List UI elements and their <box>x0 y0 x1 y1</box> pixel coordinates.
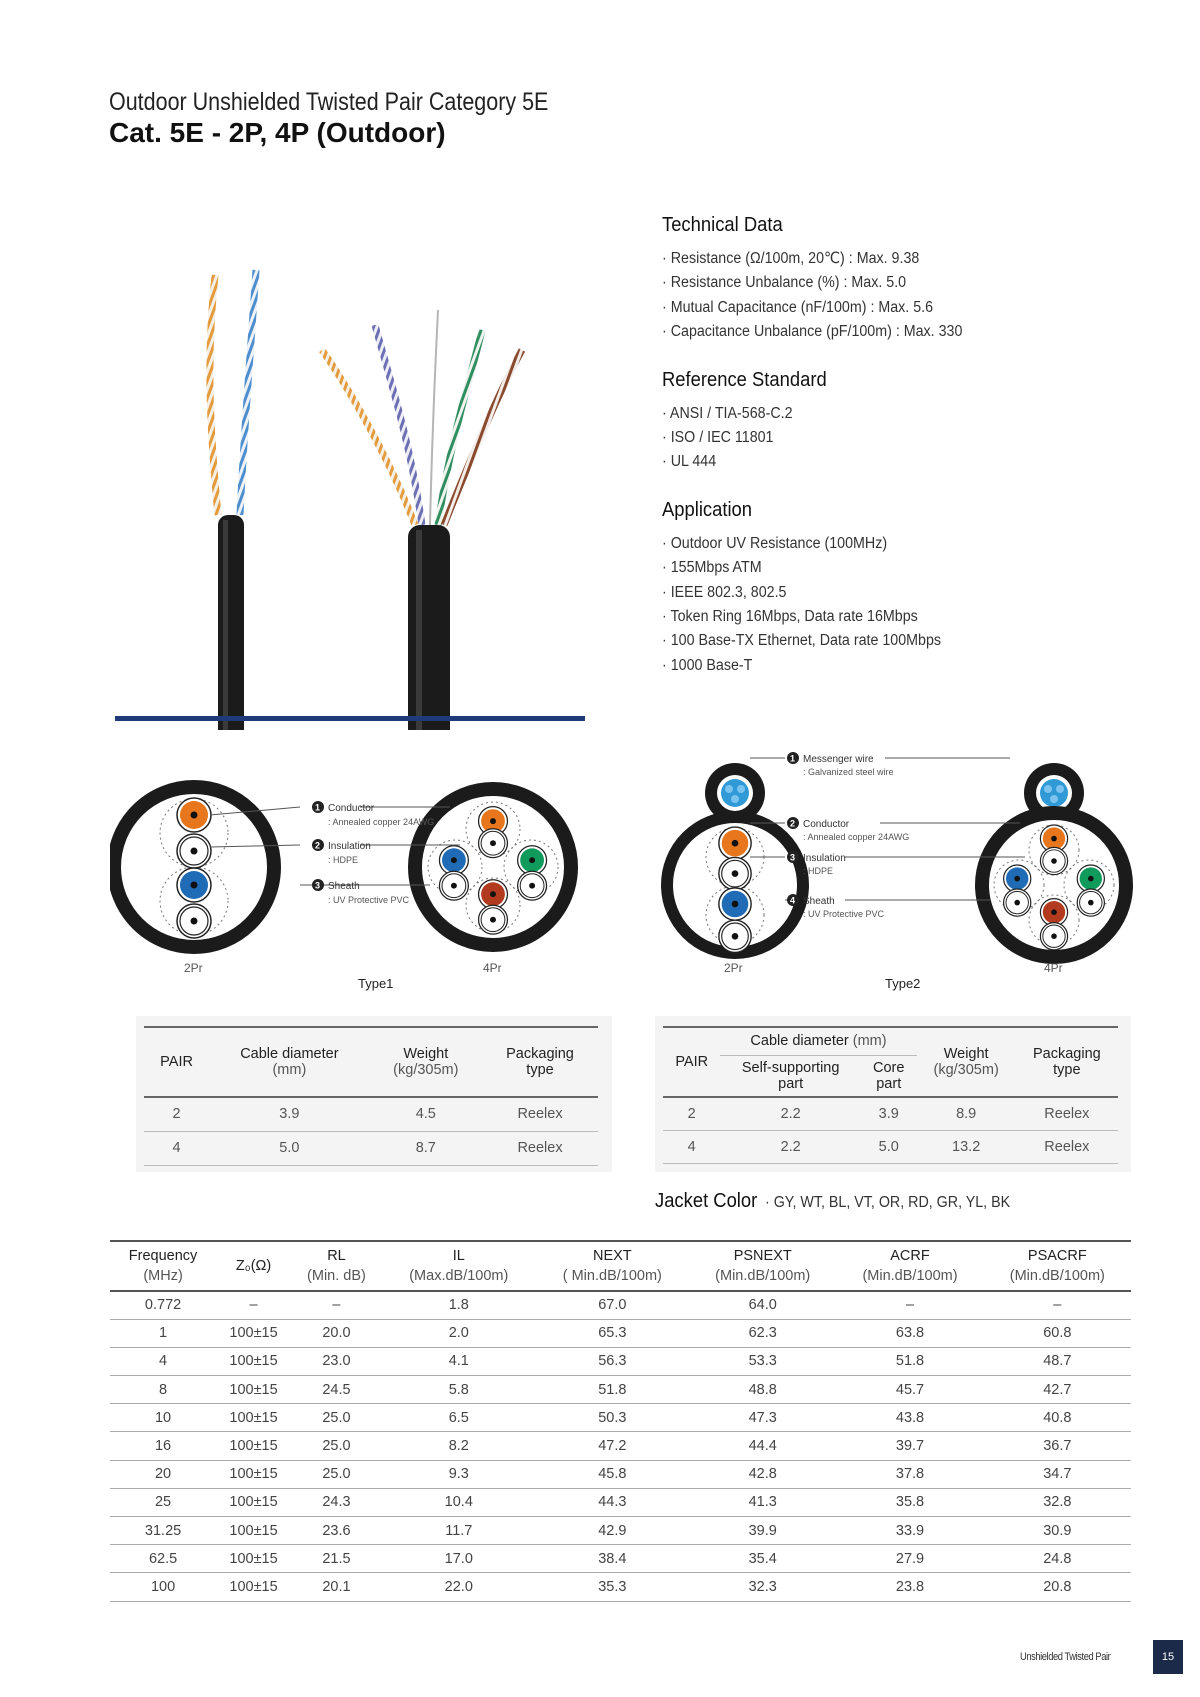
col-header-unit: (Min.dB/100m) <box>1009 1268 1105 1284</box>
table-row <box>110 1291 1131 1319</box>
callout-desc: : UV Protective PVC <box>803 909 885 919</box>
col-diameter <box>209 1027 369 1097</box>
cell: 5.0 <box>279 1140 300 1156</box>
application-heading: Application <box>662 498 753 521</box>
spec-item: · Token Ring 16Mbps, Data rate 16Mbps <box>662 605 1122 629</box>
cell: 1.8 <box>382 1291 536 1319</box>
cell: Reelex <box>517 1140 563 1156</box>
type1-4pr-section <box>415 789 571 945</box>
cell: 23.8 <box>836 1573 983 1601</box>
callout-num: 4 <box>790 895 796 906</box>
cell: 8.7 <box>415 1140 436 1156</box>
title-block <box>109 88 620 149</box>
cell: 47.3 <box>689 1404 836 1432</box>
callout-name: Sheath <box>803 896 835 907</box>
spec-item: · Mutual Capacitance (nF/100m) : Max. 5.6 <box>662 296 1122 320</box>
col-pair: PAIR <box>675 1054 709 1070</box>
spec-item: · ISO / IEC 11801 <box>662 426 1122 450</box>
col-core-label: Core <box>873 1059 905 1076</box>
callout-desc: : Annealed copper 24AWG <box>803 832 910 842</box>
cross-section-diagram <box>110 735 1160 1000</box>
col-header-unit: (Min.dB/100m) <box>862 1268 958 1284</box>
table-row <box>144 1131 598 1165</box>
page-title: Cat. 5E - 2P, 4P (Outdoor) <box>109 117 446 148</box>
cell: 39.7 <box>836 1432 983 1460</box>
cell: 32.8 <box>984 1488 1131 1516</box>
callout-name: Insulation <box>803 853 846 864</box>
cell: 27.9 <box>836 1545 983 1573</box>
col-packaging-label: Packaging <box>506 1046 574 1062</box>
type1-table <box>144 1026 598 1166</box>
col-self-supporting <box>720 1055 860 1097</box>
table-row <box>663 1130 1118 1163</box>
type2-2pr-label: 2Pr <box>724 961 743 975</box>
cell: 5.0 <box>878 1138 899 1155</box>
callout-name: Sheath <box>328 881 360 892</box>
cell: 45.7 <box>836 1376 983 1404</box>
cell: 44.4 <box>689 1432 836 1460</box>
table-row <box>663 1097 1118 1130</box>
cell: 50.3 <box>536 1404 690 1432</box>
cell: Reelex <box>517 1106 563 1123</box>
col-header <box>216 1241 291 1291</box>
cell: 48.7 <box>984 1347 1131 1375</box>
cell: 9.3 <box>382 1460 536 1488</box>
cell: 25.0 <box>291 1432 382 1460</box>
cell: 43.8 <box>836 1404 983 1432</box>
col-core-label2: part <box>876 1075 902 1092</box>
callout-desc: : UV Protective PVC <box>328 895 410 905</box>
cell: 2 <box>172 1106 181 1123</box>
col-packaging <box>482 1027 598 1097</box>
callout-name: Messenger wire <box>803 754 874 765</box>
cell: 56.3 <box>536 1347 690 1375</box>
col-header-name: RL <box>327 1248 346 1264</box>
jacket-color-value: · GY, WT, BL, VT, OR, RD, GR, YL, BK <box>764 1194 1010 1211</box>
cell: 35.3 <box>536 1573 690 1601</box>
cell: 53.3 <box>689 1347 836 1375</box>
type2-2pr-section <box>667 763 803 953</box>
cell: 42.8 <box>689 1460 836 1488</box>
cell: 2.2 <box>780 1105 801 1122</box>
type2-table <box>663 1026 1118 1164</box>
cell: 20 <box>110 1460 216 1488</box>
cell: – <box>836 1291 983 1319</box>
spec-item: · ANSI / TIA-568-C.2 <box>662 402 1122 426</box>
cell: 24.8 <box>984 1545 1131 1573</box>
spec-item: · 155Mbps ATM <box>662 556 1122 580</box>
cell: 4 <box>687 1138 696 1155</box>
callout-num: 3 <box>790 852 796 863</box>
col-header-name: PSNEXT <box>733 1248 792 1264</box>
cell: 24.5 <box>291 1376 382 1404</box>
type2-caption: Type2 <box>885 976 921 991</box>
type2-table-panel <box>655 1016 1131 1172</box>
spec-item: · Resistance (Ω/100m, 20℃) : Max. 9.38 <box>662 247 1122 271</box>
col-header <box>536 1241 690 1291</box>
cell: 100±15 <box>216 1319 291 1347</box>
col-weight-label: Weight <box>943 1046 989 1062</box>
cell: 44.3 <box>536 1488 690 1516</box>
cell: 4 <box>172 1140 181 1156</box>
cell: 62.5 <box>110 1545 216 1573</box>
col-weight <box>917 1027 1016 1097</box>
table-row <box>110 1460 1131 1488</box>
table-row <box>110 1432 1131 1460</box>
type1-2pr-label: 2Pr <box>184 961 203 975</box>
col-diameter-unit: (mm) <box>852 1033 887 1050</box>
cell: 2.2 <box>780 1138 801 1155</box>
page-number: 15 <box>1153 1640 1183 1674</box>
type1-caption: Type1 <box>358 976 394 991</box>
col-weight-label: Weight <box>403 1046 449 1062</box>
cell: 42.9 <box>536 1517 690 1545</box>
col-core <box>861 1055 917 1097</box>
cell: 65.3 <box>536 1319 690 1347</box>
col-packaging <box>1016 1027 1118 1097</box>
cell: 23.0 <box>291 1347 382 1375</box>
col-diameter-label: Cable diameter <box>240 1046 339 1062</box>
cell: Reelex <box>1044 1105 1090 1122</box>
cell: 6.5 <box>382 1404 536 1432</box>
cell: 4 <box>110 1347 216 1375</box>
cell: 45.8 <box>536 1460 690 1488</box>
page-subtitle: Outdoor Unshielded Twisted Pair Category 5E <box>109 88 549 116</box>
cell: 30.9 <box>984 1517 1131 1545</box>
cell: 40.8 <box>984 1404 1131 1432</box>
col-header-name: ACRF <box>890 1248 930 1264</box>
reference-standard-heading: Reference Standard <box>662 368 827 391</box>
jacket-color <box>655 1190 1031 1213</box>
cell: 20.8 <box>984 1573 1131 1601</box>
col-diameter-group <box>720 1027 916 1055</box>
cell: 100±15 <box>216 1432 291 1460</box>
cell: 100±15 <box>216 1517 291 1545</box>
callout-num: 2 <box>315 840 321 851</box>
callout-name: Conductor <box>803 819 850 830</box>
col-header-unit: (MHz) <box>143 1268 183 1284</box>
cell: 31.25 <box>110 1517 216 1545</box>
col-weight-unit: (kg/305m) <box>393 1062 459 1078</box>
technical-data-heading: Technical Data <box>662 214 783 236</box>
type1-table-panel <box>136 1016 612 1172</box>
col-header-name: Frequency <box>128 1248 198 1264</box>
cell: 64.0 <box>689 1291 836 1319</box>
cell: 10 <box>110 1404 216 1432</box>
spec-item: · Capacitance Unbalance (pF/100m) : Max. 330 <box>662 320 1122 344</box>
application-section <box>662 499 1162 678</box>
col-header-unit: ( Min.dB/100m) <box>562 1268 662 1284</box>
cell: – <box>984 1291 1131 1319</box>
spec-item: · UL 444 <box>662 450 1122 474</box>
cell: 100±15 <box>216 1404 291 1432</box>
cell: 100±15 <box>216 1573 291 1601</box>
callout-name: Conductor <box>328 803 375 814</box>
cell: 37.8 <box>836 1460 983 1488</box>
col-header-unit: (Min. dB) <box>307 1268 366 1284</box>
col-packaging-label2: type <box>1053 1062 1081 1078</box>
cell: 4.5 <box>415 1106 436 1123</box>
callout-num: 3 <box>315 880 321 891</box>
cell: 0.772 <box>110 1291 216 1319</box>
col-weight-unit: (kg/305m) <box>933 1062 999 1078</box>
col-self-label: Self-supporting <box>741 1059 840 1076</box>
type2-4pr-label: 4Pr <box>1044 961 1063 975</box>
cell: 10.4 <box>382 1488 536 1516</box>
cell: 36.7 <box>984 1432 1131 1460</box>
cell: 25.0 <box>291 1404 382 1432</box>
cell: 67.0 <box>536 1291 690 1319</box>
cell: 13.2 <box>952 1138 981 1155</box>
cell: 25 <box>110 1488 216 1516</box>
cell: 11.7 <box>382 1517 536 1545</box>
cell: 5.8 <box>382 1376 536 1404</box>
cell: 41.3 <box>689 1488 836 1516</box>
col-header <box>110 1241 216 1291</box>
cell: 8 <box>110 1376 216 1404</box>
table-row <box>110 1319 1131 1347</box>
cell: 51.8 <box>836 1347 983 1375</box>
cell: 20.1 <box>291 1573 382 1601</box>
callout-desc: : HDPE <box>328 855 359 865</box>
cell: 100±15 <box>216 1460 291 1488</box>
electrical-table <box>110 1240 1131 1602</box>
col-header-unit: (Min.dB/100m) <box>715 1268 811 1284</box>
cell: – <box>291 1291 382 1319</box>
cell: 32.3 <box>689 1573 836 1601</box>
cell: 20.0 <box>291 1319 382 1347</box>
cell: 2.0 <box>382 1319 536 1347</box>
cell: 4.1 <box>382 1347 536 1375</box>
cell: 47.2 <box>536 1432 690 1460</box>
col-pair: PAIR <box>160 1054 193 1070</box>
col-header <box>382 1241 536 1291</box>
spec-item: · 100 Base-TX Ethernet, Data rate 100Mbps <box>662 629 1122 653</box>
spec-item: · 1000 Base-T <box>662 654 1122 678</box>
cell: 60.8 <box>984 1319 1131 1347</box>
callout-desc: : Galvanized steel wire <box>803 767 894 777</box>
cell: 3.9 <box>878 1105 899 1122</box>
table-row <box>110 1376 1131 1404</box>
spec-item: · IEEE 802.3, 802.5 <box>662 581 1122 605</box>
col-self-label2: part <box>778 1075 804 1092</box>
cell: 25.0 <box>291 1460 382 1488</box>
type2-4pr-section <box>982 763 1126 957</box>
col-diameter-label: Cable diameter <box>750 1033 849 1050</box>
cell: 39.9 <box>689 1517 836 1545</box>
col-header <box>291 1241 382 1291</box>
table-row <box>144 1097 598 1131</box>
callout-num: 2 <box>790 818 796 829</box>
table-row <box>110 1545 1131 1573</box>
callout-desc: : HDPE <box>803 866 834 876</box>
callout-num: 1 <box>790 753 796 764</box>
callout-num: 1 <box>315 802 321 813</box>
reference-standard-section <box>662 369 1162 475</box>
cell: – <box>216 1291 291 1319</box>
footer-section-title: Unshielded Twisted Pair <box>1020 1651 1111 1663</box>
cell: Reelex <box>1044 1138 1090 1155</box>
cell: 63.8 <box>836 1319 983 1347</box>
col-packaging-label: Packaging <box>1032 1046 1101 1062</box>
table-row <box>110 1488 1131 1516</box>
cell: 1 <box>110 1319 216 1347</box>
cell: 100±15 <box>216 1376 291 1404</box>
col-header-name: Z₀(Ω) <box>235 1258 272 1274</box>
cell: 100±15 <box>216 1545 291 1573</box>
cell: 22.0 <box>382 1573 536 1601</box>
cell: 17.0 <box>382 1545 536 1573</box>
cell: 100±15 <box>216 1347 291 1375</box>
cell: 8.9 <box>956 1105 977 1122</box>
col-header-name: NEXT <box>592 1248 632 1264</box>
col-weight <box>370 1027 482 1097</box>
cell: 35.8 <box>836 1488 983 1516</box>
spec-item: · Resistance Unbalance (%) : Max. 5.0 <box>662 271 1122 295</box>
cell: 62.3 <box>689 1319 836 1347</box>
table-row <box>110 1404 1131 1432</box>
callout-desc: : Annealed copper 24AWG <box>328 817 435 827</box>
cell: 48.8 <box>689 1376 836 1404</box>
col-packaging-label2: type <box>526 1062 554 1078</box>
table-row <box>110 1347 1131 1375</box>
cell: 35.4 <box>689 1545 836 1573</box>
cell: 33.9 <box>836 1517 983 1545</box>
table-row <box>110 1573 1131 1601</box>
spec-column <box>662 214 1162 702</box>
cell: 16 <box>110 1432 216 1460</box>
cell: 34.7 <box>984 1460 1131 1488</box>
table-row <box>110 1517 1131 1545</box>
cell: 2 <box>687 1105 696 1122</box>
cell: 38.4 <box>536 1545 690 1573</box>
cell: 8.2 <box>382 1432 536 1460</box>
cell: 23.6 <box>291 1517 382 1545</box>
cell: 100 <box>110 1573 216 1601</box>
spec-item: · Outdoor UV Resistance (100MHz) <box>662 532 1122 556</box>
cell: 51.8 <box>536 1376 690 1404</box>
col-header-unit: (Max.dB/100m) <box>409 1268 509 1284</box>
col-header <box>836 1241 983 1291</box>
cell: 24.3 <box>291 1488 382 1516</box>
callout-name: Insulation <box>328 841 371 852</box>
col-header-name: IL <box>452 1248 465 1264</box>
cable-photo <box>110 240 590 730</box>
jacket-color-label: Jacket Color <box>655 1190 758 1212</box>
col-header <box>984 1241 1131 1291</box>
col-diameter-unit: (mm) <box>272 1062 307 1078</box>
cell: 42.7 <box>984 1376 1131 1404</box>
type1-4pr-label: 4Pr <box>483 961 502 975</box>
cell: 21.5 <box>291 1545 382 1573</box>
cell: 3.9 <box>279 1106 300 1123</box>
technical-data-section <box>662 214 1162 345</box>
cell: 100±15 <box>216 1488 291 1516</box>
col-header <box>689 1241 836 1291</box>
col-header-name: PSACRF <box>1027 1248 1087 1264</box>
